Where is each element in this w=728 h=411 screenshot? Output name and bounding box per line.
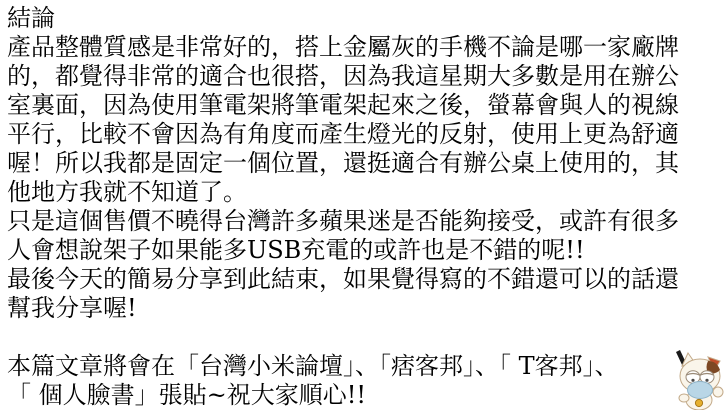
text-segment: 幫我分享喔!	[7, 294, 137, 322]
text-segment: 本篇文章將會在「台灣小米論壇」、「痞客邦」、「 T客邦」、	[7, 352, 619, 380]
text-line	[7, 236, 728, 265]
text-line	[7, 33, 728, 62]
text-line	[7, 265, 728, 294]
text-segment: 室裏面，	[7, 91, 103, 119]
text-line	[7, 323, 728, 352]
text-segment: 的，都覺得非常的適合也很搭，因為我這星期大多數是用在辦公	[7, 62, 679, 90]
text-segment: 所以我都是固定一個位置，還挺適合有辦公桌上使用的，其	[55, 149, 679, 177]
text-line	[7, 4, 728, 33]
text-line	[7, 178, 728, 207]
text-line	[7, 381, 728, 410]
text-line	[7, 352, 728, 381]
text-segment: 最後今天的簡易分享到此結束，如果覺得寫的不錯還可以的話還	[7, 265, 679, 293]
document-text	[7, 4, 728, 410]
text-segment: 平行，比較不會因為有角度而產生燈光的反射，使用上更為舒適	[7, 120, 679, 148]
text-line	[7, 149, 728, 178]
text-segment: 「 個人臉書」張貼~祝大家順心!!	[7, 381, 367, 409]
text-line	[7, 294, 728, 323]
text-line	[7, 62, 728, 91]
text-line	[7, 120, 728, 149]
text-segment: 因為使用筆電架將筆電架起來之後，螢幕會與人的視線	[103, 91, 679, 119]
text-segment: 結論	[7, 4, 55, 32]
text-segment: 產品整體質感是非常好的，搭上金屬灰的手機不論是哪一家廠牌	[7, 33, 679, 61]
text-segment: 人會想說架子如果能多USB充電的或許也是不錯的呢!!	[7, 236, 585, 264]
text-line	[7, 207, 728, 236]
text-segment: 只是這個售價不曉得台灣許多蘋果迷是否能夠接受，或許有很多	[7, 207, 679, 235]
text-line	[7, 91, 728, 120]
text-segment: 他地方我就不知道了。	[7, 178, 247, 206]
cat-sticker-image	[672, 348, 726, 410]
text-segment: 喔！	[7, 149, 55, 177]
